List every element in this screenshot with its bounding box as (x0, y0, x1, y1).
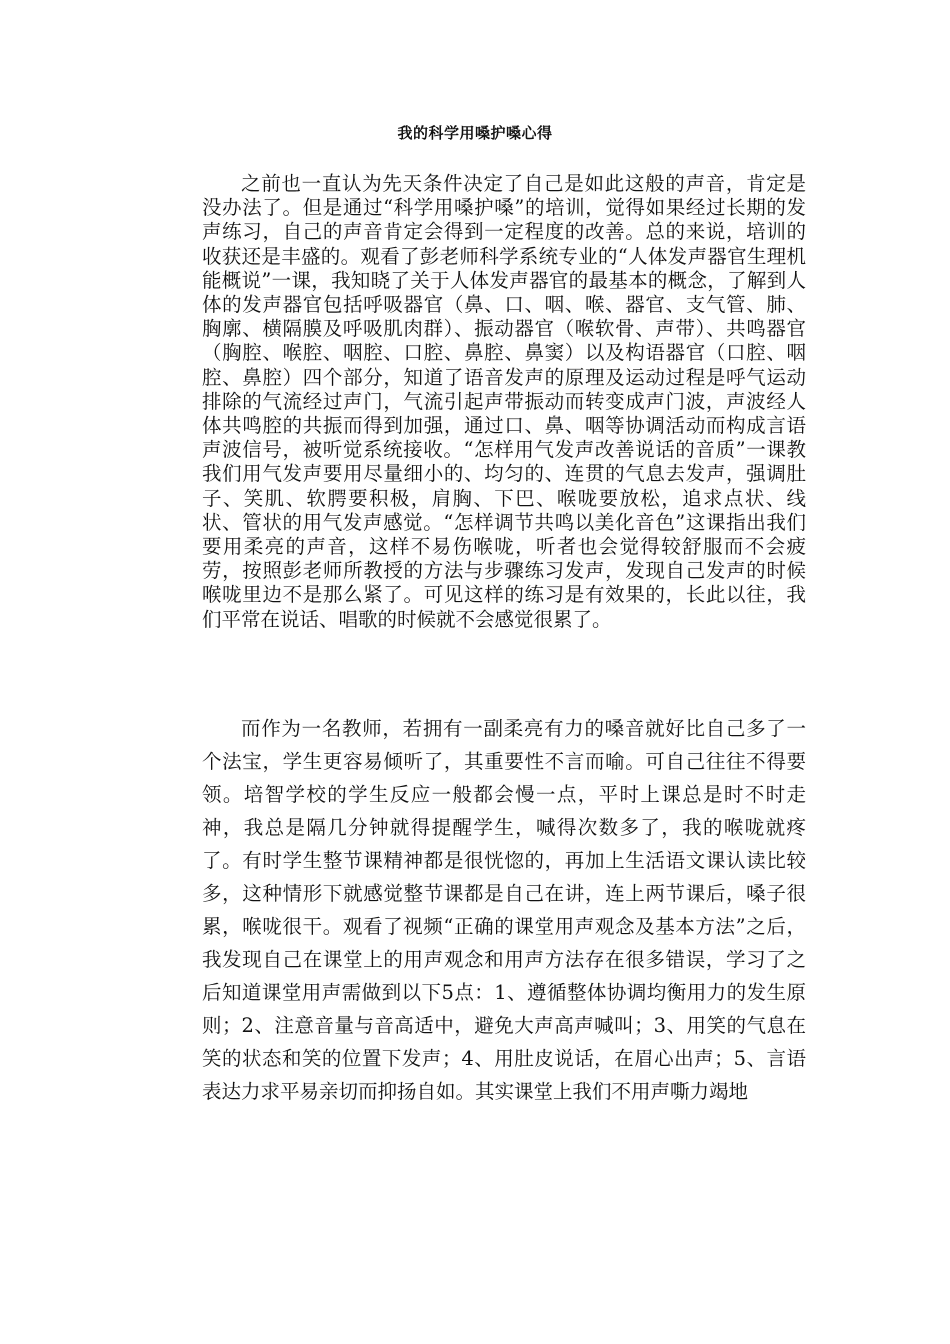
document-title: 我的科学用嗓护嗓心得 (397, 124, 553, 142)
paragraph-2: 而作为一名教师，若拥有一副柔亮有力的嗓音就好比自己多了一个法宝，学生更容易倾听了，其重要性不言而喻。可自己往往不得要领。培智学校的学生反应一般都会慢一点，平时上课总是时不时走神，我总是隔几分钟就得提醒学生，喊得次数多了，我的喉咙就疼了。有时学生整节课精神都是很恍惚的，再加上生活语文课认读比较多，这种情形下就感觉整节课都是自己在讲，连上两节课后，嗓子很累，喉咙很干。观看了视频“正确的课堂用声观念及基本方法”之后，我发现自己在课堂上的用声观念和用声方法存在很多错误，学习了之后知道课堂用声需做到以下5点：1、遵循整体协调均衡用力的发生原则；2、注意音量与音高适中，避免大声高声喊叫；3、用笑的气息在笑的状态和笑的位置下发声；4、用肚皮说话，在眉心出声；5、言语表达力求平易亲切而抑扬自如。其实课堂上我们不用声嘶力竭地 (202, 717, 806, 1103)
paragraph-1: 之前也一直认为先天条件决定了自己是如此这般的声音，肯定是没办法了。但是通过“科学用嗓护嗓”的培训，觉得如果经过长期的发声练习，自己的声音肯定会得到一定程度的改善。总的来说，培训的收获还是丰盛的。观看了彭老师科学系统专业的“人体发声器官生理机能概说”一课，我知晓了关于人体发声器官的最基本的概念，了解到人体的发声器官包括呼吸器官（鼻、口、咽、喉、器官、支气管、肺、胸廓、横隔膜及呼吸肌肉群）、振动器官（喉软骨、声带）、共鸣器官（胸腔、喉腔、咽腔、口腔、鼻腔、鼻窦）以及构语器官（口腔、咽腔、鼻腔）四个部分，知道了语音发声的原理及运动过程是呼气运动排除的气流经过声门，气流引起声带振动而转变成声门波，声波经人体共鸣腔的共振而得到加强，通过口、鼻、咽等协调活动而构成言语声波信号，被听觉系统接收。“怎样用气发声改善说话的音质”一课教我们用气发声要用尽量细小的、均匀的、连贯的气息去发声，强调肚子、笑肌、软腭要积极，肩胸、下巴、喉咙要放松，追求点状、线状、管状的用气发声感觉。“怎样调节共鸣以美化音色”这课指出我们要用柔亮的声音，这样不易伤喉咙，听者也会觉得较舒服而不会疲劳，按照彭老师所教授的方法与步骤练习发声，发现自己发声的时候喉咙里边不是那么紧了。可见这样的练习是有效果的，长此以往，我们平常在说话、唱歌的时候就不会感觉很累了。 (202, 172, 806, 631)
